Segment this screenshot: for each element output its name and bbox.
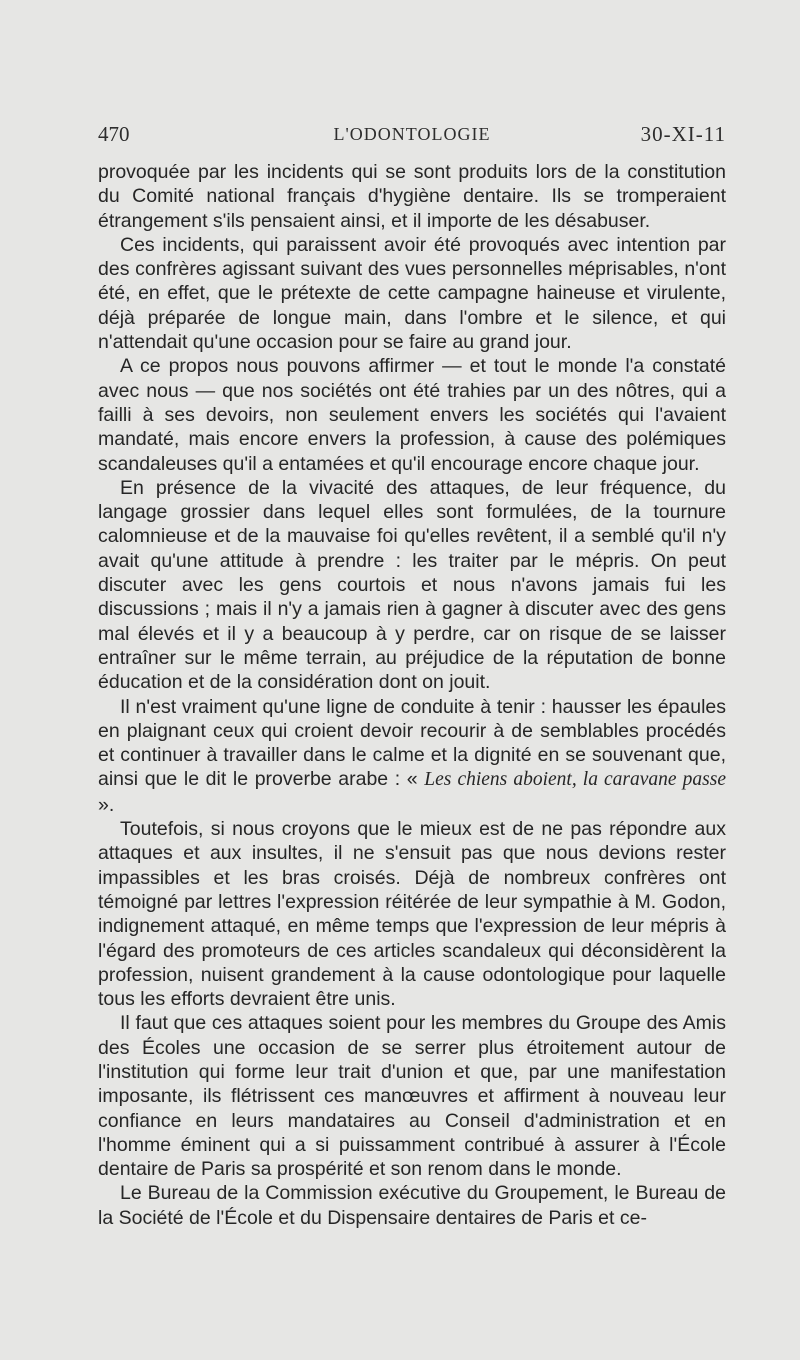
- paragraph-2: Ces incidents, qui paraissent avoir été provoqués avec intention par des confrères agissant suivant des vues personnelles méprisables, n'ont été, en effet, que le prétexte de cette campagne haineuse et virulente, déjà préparée de longue main, dans l'ombre et le silence, et qui n'attendait qu'une occasion pour se faire au grand jour.: [98, 233, 726, 354]
- paragraph-6: Toutefois, si nous croyons que le mieux est de ne pas répondre aux attaques et aux insultes, il ne s'ensuit pas que nous devions rester impassibles et les bras croisés. Déjà de nombreux confrères ont témoigné par lettres l'expression réitérée de leur sympathie à M. Godon, indignement attaqué, en même temps que l'expression de leur mépris à l'égard des promoteurs de ces articles scandaleux qui déconsidèrent la profession, nuisent grandement à la cause odontologique pour laquelle tous les efforts devraient être unis.: [98, 818, 726, 1011]
- page-number: 470: [98, 122, 130, 146]
- running-header: [98, 122, 726, 150]
- issue-date: 30-XI-11: [640, 122, 726, 146]
- proverb-quote: Les chiens aboient, la caravane passe: [424, 769, 726, 791]
- paragraph-5: [98, 695, 726, 817]
- paragraph-7: Il faut que ces attaques soient pour les membres du Groupe des Amis des Écoles une occasion de se serrer plus étroitement autour de l'institution qui forme leur trait d'union et que, par une manifestation imposante, ils flétrissent ces manœuvres et affirment à nouveau leur confiance en leurs mandataires au Conseil d'administration et en l'homme éminent qui a si puissamment contribué à assurer à l'École dentaire de Paris sa prospérité et son renom dans le monde.: [98, 1012, 726, 1181]
- journal-title: L'ODONTOLOGIE: [333, 124, 491, 144]
- paragraph-8: Le Bureau de la Commission exécutive du Groupement, le Bureau de la Société de l'École et du Dispensaire dentaires de Paris et ce-: [98, 1182, 726, 1229]
- paragraph-5-tail: ».: [98, 793, 115, 816]
- paragraph-3: A ce propos nous pouvons affirmer — et tout le monde l'a constaté avec nous — que nos sociétés ont été trahies par un des nôtres, qui a failli à ses devoirs, non seulement envers les sociétés qui l'avaient mandaté, mais encore envers la profession, à cause des polémiques scandaleuses qu'il a entamées et qu'il encourage encore chaque jour.: [98, 355, 726, 475]
- article-body: [98, 160, 726, 1230]
- paragraph-4: En présence de la vivacité des attaques, de leur fréquence, du langage grossier dans lequel elles sont formulées, de la tournure calomnieuse et de la mauvaise foi qu'elles revêtent, il a semblé qu'il n'y avait qu'une attitude à prendre : les traiter par le mépris. On peut discuter avec les gens courtois et nous n'avons jamais fui les discussions ; mais il n'y a jamais rien à gagner à discuter avec des gens mal élevés et il y a beaucoup à y perdre, car on risque de se laisser entraîner sur le même terrain, au préjudice de la réputation de bonne éducation et de la considération dont on jouit.: [98, 476, 726, 694]
- paragraph-1: provoquée par les incidents qui se sont produits lors de la constitution du Comité national français d'hygiène dentaire. Ils se tromperaient étrangement s'ils pensaient ainsi, et il importe de les désabuser.: [98, 161, 726, 232]
- paragraph-5-text: Il n'est vraiment qu'une ligne de conduite à tenir : hausser les épaules en plaignant ceux qui croient devoir recourir à de semblables procédés et continuer à travailler dans le calme et la dignité en se souvenant que, ainsi que le dit le proverbe arabe : «: [98, 695, 726, 791]
